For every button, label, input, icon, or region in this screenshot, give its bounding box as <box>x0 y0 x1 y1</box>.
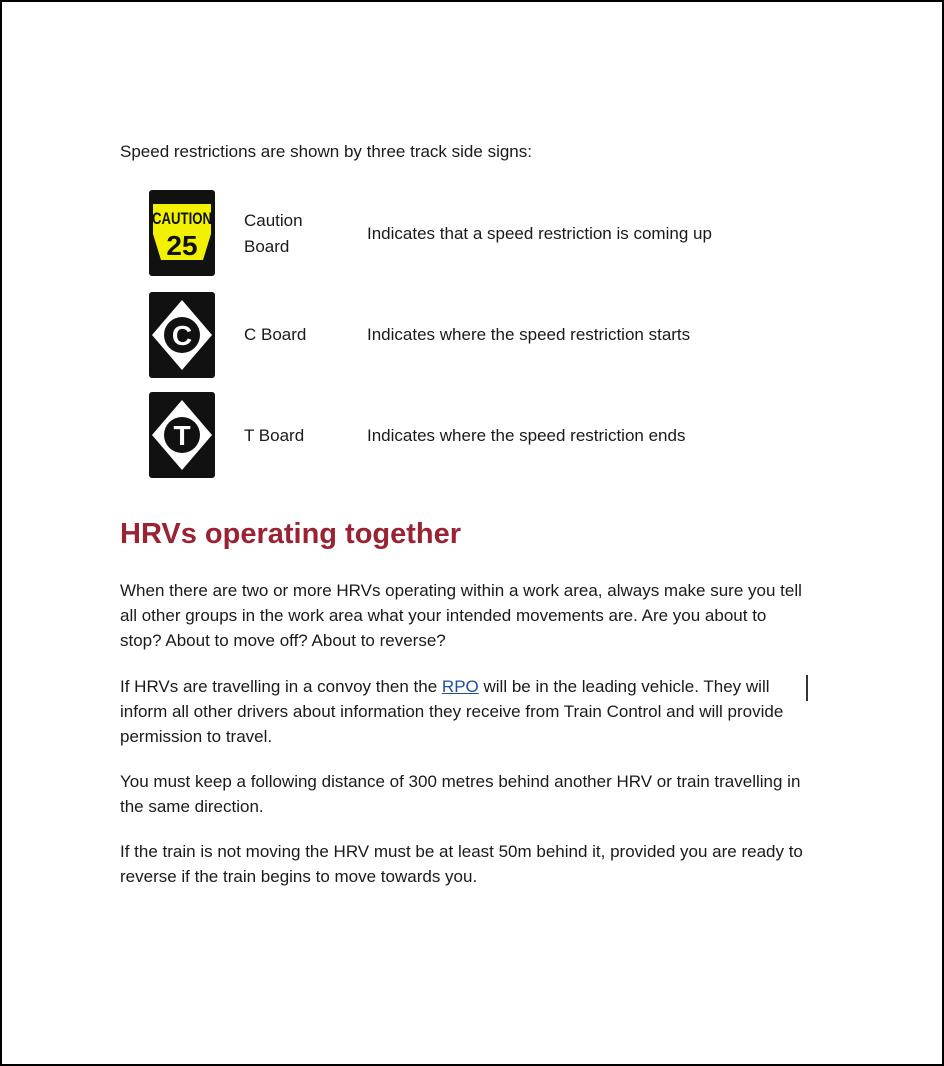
c-board-name: C Board <box>244 325 307 344</box>
paragraph-1: When there are two or more HRVs operating within a work area, always make sure you tell all other groups in the work area what your intended movements are. Are you about to stop? About to move off? About to reverse? <box>120 581 802 650</box>
text-cursor <box>806 675 808 701</box>
caution-sign-word: CAUTION <box>152 209 212 228</box>
caution-board-name-line2: Board <box>244 237 290 256</box>
paragraph-2-end: will be in the leading vehicle. They will inform all other drivers about information they receive from Train Control and will provide permission to travel. <box>120 677 784 746</box>
paragraph-2 <box>120 674 810 749</box>
paragraph-2-start: If HRVs are travelling in a convoy then the <box>120 677 442 696</box>
c-sign-letter: C <box>171 320 193 351</box>
rpo-link[interactable]: RPO <box>441 677 479 696</box>
caution-board-description: Indicates that a speed restriction is coming up <box>367 224 712 243</box>
t-board-icon <box>149 392 215 478</box>
t-sign-letter: T <box>173 420 191 451</box>
caution-board-name-line1: Caution <box>244 211 303 230</box>
caution-board-icon <box>149 190 215 276</box>
t-board-description: Indicates where the speed restriction ends <box>367 426 686 445</box>
paragraph-3: You must keep a following distance of 300 metres behind another HRV or train travelling in the same direction. <box>120 772 801 816</box>
intro-text: Speed restrictions are shown by three track side signs: <box>120 142 532 161</box>
caution-sign-number: 25 <box>166 230 198 261</box>
paragraph-4: If the train is not moving the HRV must be at least 50m behind it, provided you are ready to reverse if the train begins to move towards you. <box>120 842 803 886</box>
caution-board-name <box>244 208 303 260</box>
c-board-description: Indicates where the speed restriction starts <box>367 325 691 344</box>
section-heading: HRVs operating together <box>120 518 462 550</box>
t-board-name: T Board <box>244 426 305 445</box>
c-board-icon <box>149 292 215 378</box>
